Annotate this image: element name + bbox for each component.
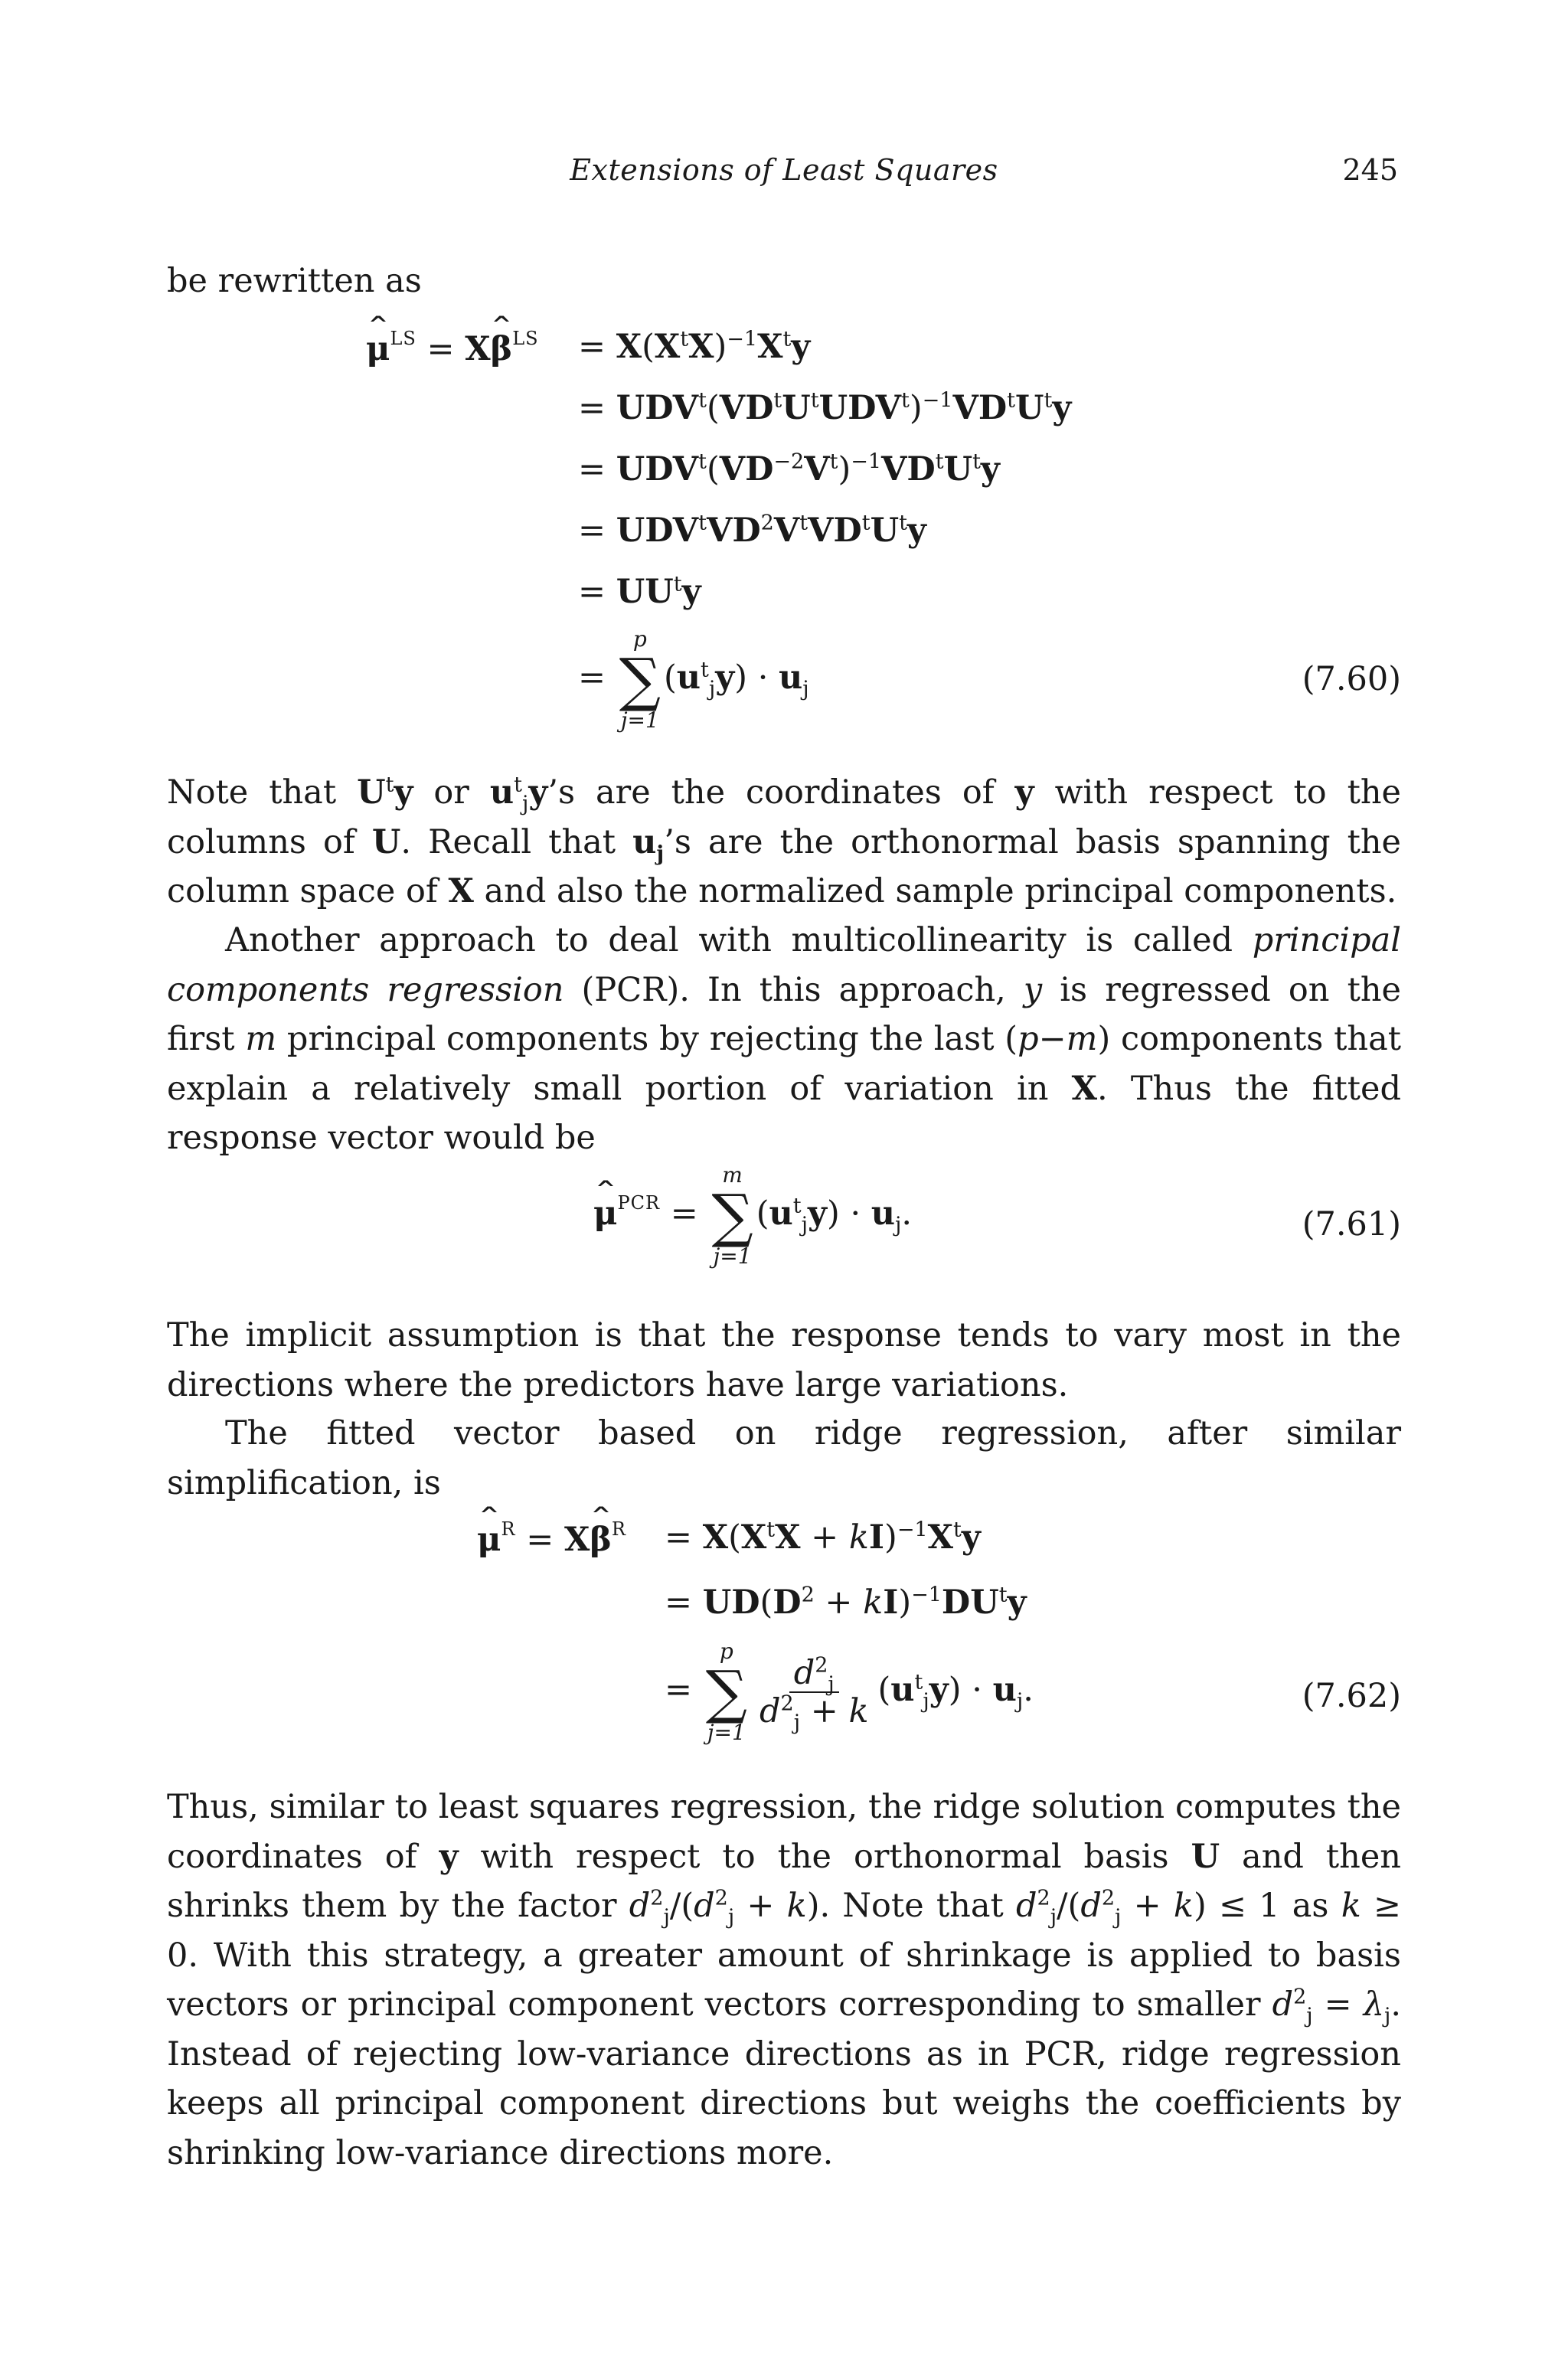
equation-lhs: ˆ $\mu^{LS}$ = Xˆ $\beta^{LS}$: [366, 328, 539, 368]
equation-line: = $UDV^t(VD^{-2}V^t)^{-1}VD^tU^ty$: [578, 449, 1000, 489]
equation-line: = $X(X^tX)^{-1}X^ty$: [578, 327, 811, 366]
running-header-title: Extensions of Least Squares: [570, 153, 998, 187]
equation-line: = $X(X^tX + kI)^{-1}X^ty$: [665, 1518, 981, 1557]
equation-number: (7.62): [1302, 1677, 1401, 1715]
paragraph-conclusion: Thus, similar to least squares regression, the ridge solution computes the coordinates of y with respect to the orthonormal basis U and then shrinks them by the factor $d^2_j/(d^2_j + k)$. Note that $d^2_j/(d^2_j + k) \le 1$ as k ≥ 0. With this strategy, a greater amount of shrinkage is applied to basis vectors or principal component vectors corresponding to smaller $d^2_j = \lambda_j$. Instead of rejecting low-variance directions as in PCR, ridge regression keeps all principal component directions but weighs the coefficients by shrinking low-variance directions more.: [167, 1788, 1401, 2172]
summation-sign: m ∑ j=1: [711, 1162, 753, 1269]
equation-line: = p ∑ j=1 $\frac{d^2_j}{d^2_j + k}$ $(u^t_jy) \cdot u_j$.: [665, 1639, 1034, 1745]
equation-line: = $UD(D^2 + kI)^{-1}DU^ty$: [665, 1583, 1027, 1622]
equation-line: = $UDV^t(VD^tU^tUDV^t)^{-1}VD^tU^ty$: [578, 388, 1072, 427]
paragraph-note: Note that $U^ty$ or $u^t_jy’s$ are the coordinates of y with respect to the columns of U. Recall that $u_j’s$ are the orthonormal basis spanning the column space of X and also the normalized sample principal components.: [167, 773, 1402, 910]
equation-number: (7.60): [1302, 660, 1401, 698]
equation-line: = $UU^ty$: [578, 572, 701, 611]
equation-lhs: ˆ $\mu^R$ = Xˆ $\beta^R$: [477, 1518, 626, 1559]
equation-number: (7.61): [1302, 1205, 1401, 1243]
paragraph-intro: be rewritten as: [167, 262, 422, 300]
paragraph-assumption: The implicit assumption is that the response tends to vary most in the directions where the predictors have large variations.: [167, 1316, 1401, 1404]
equation-pcr: ˆ $\mu^{PCR}$ = m ∑ j=1 $(u^t_jy) \cdot u_j$.: [593, 1162, 912, 1270]
fraction: $\frac{d^2_j}{d^2_j + k}$: [759, 1653, 869, 1735]
page-number: 245: [1342, 153, 1398, 187]
equation-line: = $UDV^tVD^2V^tVD^tU^ty$: [578, 511, 926, 550]
summation-sign: p ∑ j=1: [619, 626, 661, 733]
paragraph-pcr: Another approach to deal with multicollinearity is called principal components regression (PCR). In this approach, y is regressed on the first m principal components by rejecting the last (p−m) components that explain a relatively small portion of variation in X. Thus the fitted response vector would be: [167, 921, 1401, 1157]
equation-line: = p ∑ j=1 $(u^t_jy) \cdot u_j$: [578, 626, 809, 733]
summation-sign: p ∑ j=1: [705, 1639, 747, 1745]
paragraph-ridge: The fitted vector based on ridge regression, after similar simplification, is: [167, 1414, 1401, 1502]
